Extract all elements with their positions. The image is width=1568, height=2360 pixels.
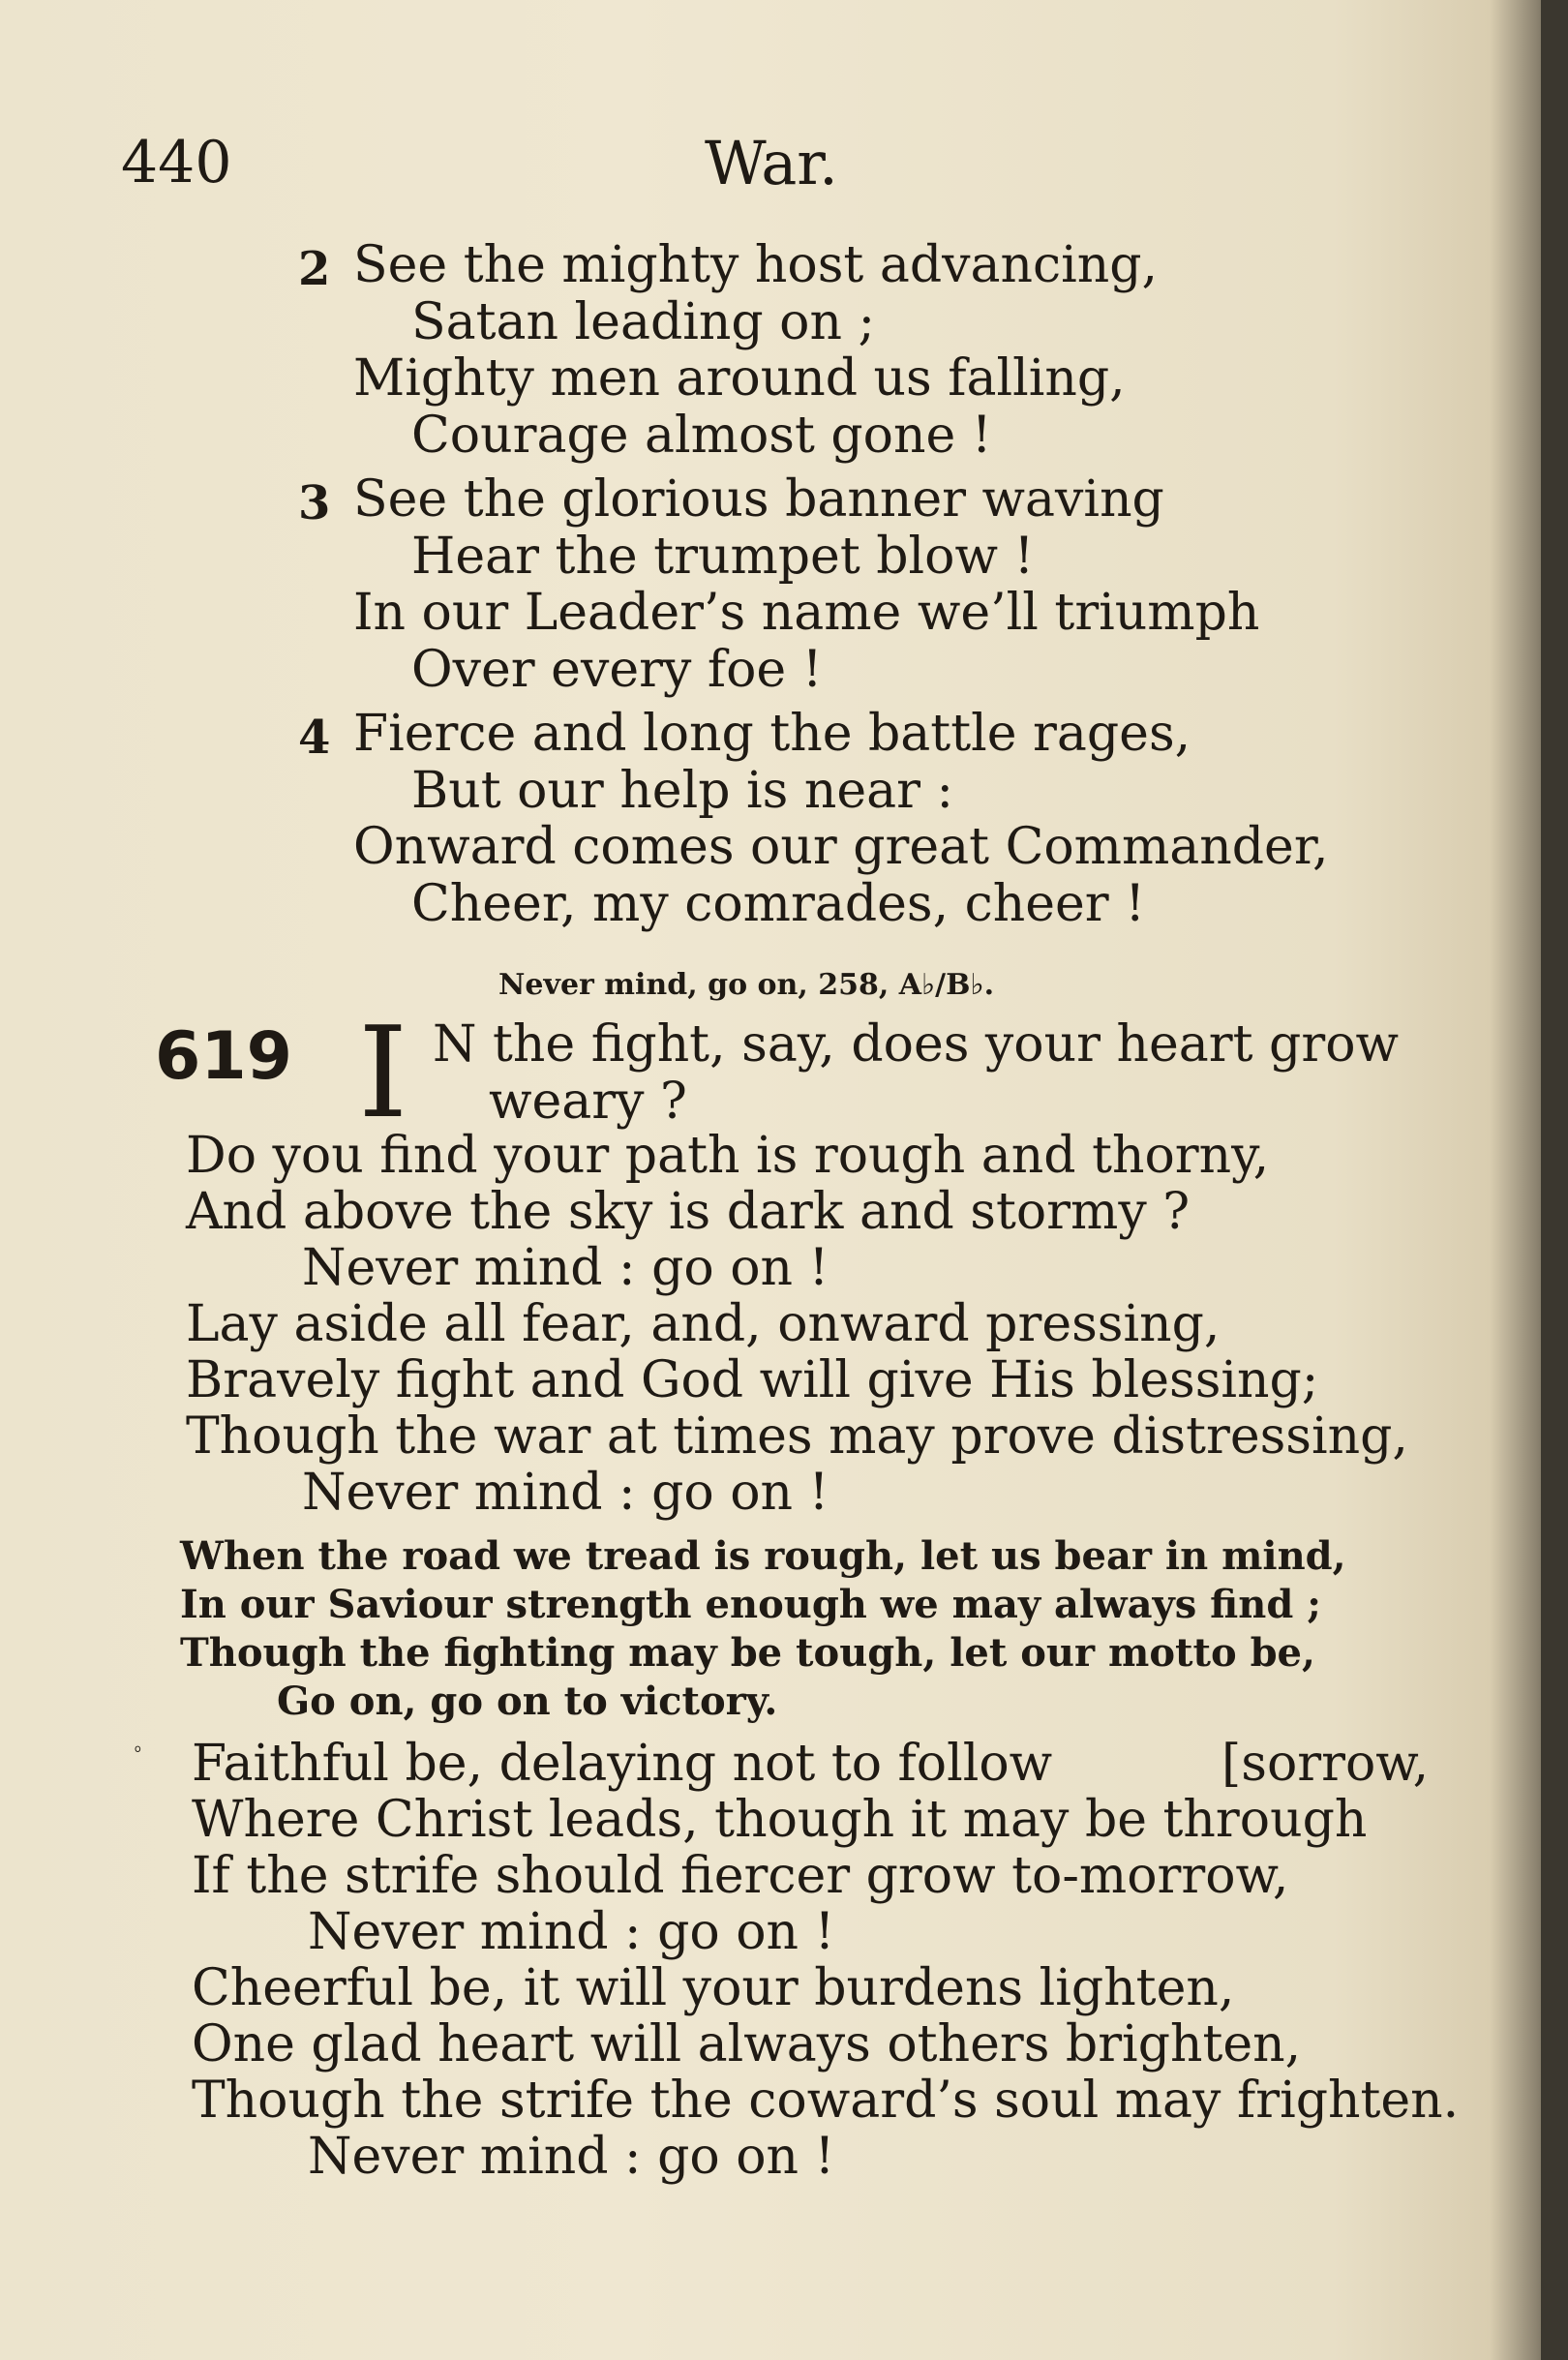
verse-number: 2 [298,242,331,296]
chorus-line: When the road we tread is rough, let us bear in mind, [180,1533,1346,1579]
verse-line: Never mind : go on ! [308,1903,835,1961]
verse-number: 3 [298,476,331,530]
verse-line: Onward comes our great Commander, [353,818,1329,876]
hymn-number: 619 [155,1018,292,1095]
chorus-line: Go on, go on to victory. [277,1679,778,1724]
verse-line: One glad heart will always others brighten, [192,2015,1302,2073]
verse-line: Never mind : go on ! [302,1239,829,1297]
verse-line: Though the war at times may prove distressing, [186,1407,1408,1466]
verse-line: Though the strife the coward’s soul may frighten. [192,2072,1460,2130]
verse-line: See the mighty host advancing, [353,236,1159,294]
drop-cap: I [358,999,408,1146]
chorus-line: Though the fighting may be tough, let our motto be, [180,1630,1315,1676]
verse-line: Lay aside all fear, and, onward pressing, [186,1295,1221,1353]
verse-line: Cheer, my comrades, cheer ! [411,875,1146,933]
verse-line: Satan leading on ; [411,293,876,351]
verse-number: 4 [298,711,331,765]
verse-line: weary ? [489,1073,687,1131]
verse-line: Bravely fight and God will give His blessing; [186,1351,1319,1409]
page-number: 440 [121,129,232,197]
book-spine-edge [1541,0,1568,2360]
decorative-mark-icon: ﾟ [134,1743,148,1775]
verse-line: N the fight, say, does your heart grow [433,1015,1400,1074]
verse-line: Never mind : go on ! [308,2128,835,2186]
verse-line: Cheerful be, it will your burdens lighten, [192,1959,1235,2017]
verse-line: Mighty men around us falling, [353,349,1126,408]
verse-line: See the glorious banner waving [353,470,1164,529]
verse-line: And above the sky is dark and stormy ? [186,1183,1191,1241]
verse-line: Hear the trumpet blow ! [411,528,1035,586]
verse-line-overflow: [sorrow, [1221,1735,1430,1793]
verse-line: Courage almost gone ! [411,407,992,465]
tune-reference: Never mind, go on, 258, A♭/B♭. [498,968,995,1002]
verse-line: Faithful be, delaying not to follow [192,1735,1053,1793]
verse-line: Where Christ leads, though it may be through [192,1791,1368,1849]
verse-line: Do you find your path is rough and thorny, [186,1127,1270,1185]
chorus-line: In our Saviour strength enough we may always find ; [180,1582,1322,1627]
verse-line: But our help is near : [411,762,954,820]
verse-line: In our Leader’s name we’ll triumph [353,584,1260,642]
running-title: War. [705,128,838,198]
verse-line: Over every foe ! [411,641,823,699]
verse-line: Never mind : go on ! [302,1464,829,1522]
verse-line: Fierce and long the battle rages, [353,705,1191,763]
verse-line: If the strife should fiercer grow to-morrow, [192,1847,1289,1905]
